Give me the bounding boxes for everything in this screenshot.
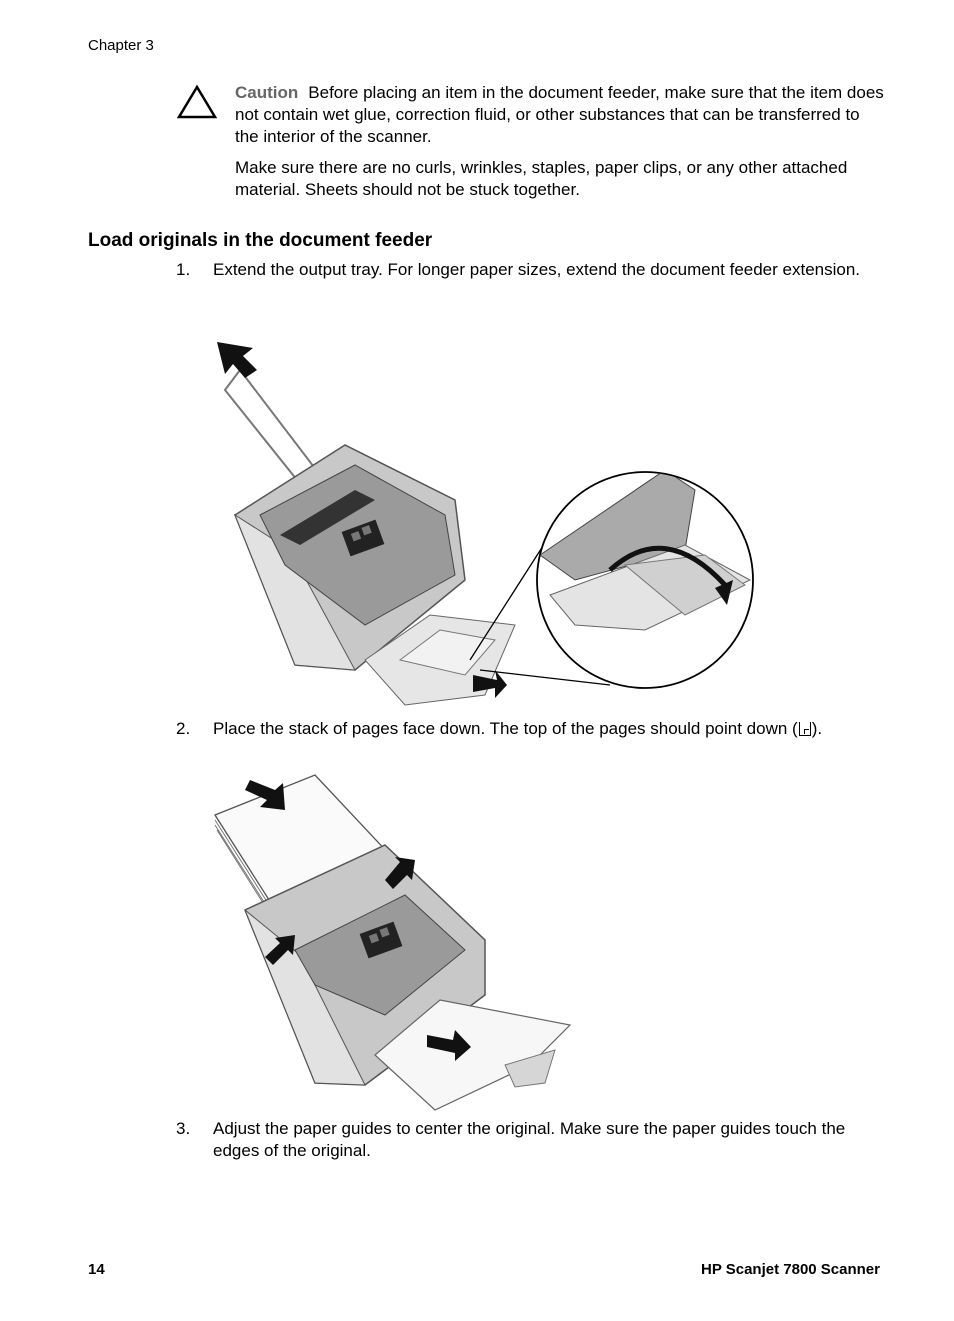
caution-text-2: Make sure there are no curls, wrinkles, staples, paper clips, or any other attached material. Sheets should not be stuck together.: [235, 158, 848, 199]
scanner-output-tray-illustration: [205, 330, 765, 710]
warning-triangle-icon: [177, 84, 217, 120]
page-number: 14: [88, 1261, 105, 1278]
page-orientation-icon: [799, 722, 811, 736]
section-heading: Load originals in the document feeder: [88, 230, 433, 251]
caution-label: Caution: [235, 83, 299, 102]
scanner-load-pages-illustration: [205, 765, 585, 1115]
step-number: 3.: [176, 1119, 191, 1138]
caution-note: [235, 82, 885, 210]
step-number: 2.: [176, 719, 191, 738]
step-text: Place the stack of pages face down. The top of the pages should point down (: [213, 719, 798, 738]
chapter-label: Chapter 3: [88, 37, 154, 54]
step-text: Adjust the paper guides to center the original. Make sure the paper guides touch the edges of the original.: [213, 1119, 846, 1160]
step-text: Extend the output tray. For longer paper sizes, extend the document feeder extension.: [213, 260, 861, 279]
step-2: [176, 718, 886, 740]
footer-title: HP Scanjet 7800 Scanner: [701, 1261, 880, 1278]
step-number: 1.: [176, 260, 191, 279]
step-3: [176, 1118, 886, 1162]
step-text-end: ).: [811, 719, 823, 738]
step-1: [176, 259, 886, 281]
caution-text: Before placing an item in the document feeder, make sure that the item does not contain wet glue, correction fluid, or other substances that can be transferred to the interior of the scanner.: [235, 83, 884, 146]
